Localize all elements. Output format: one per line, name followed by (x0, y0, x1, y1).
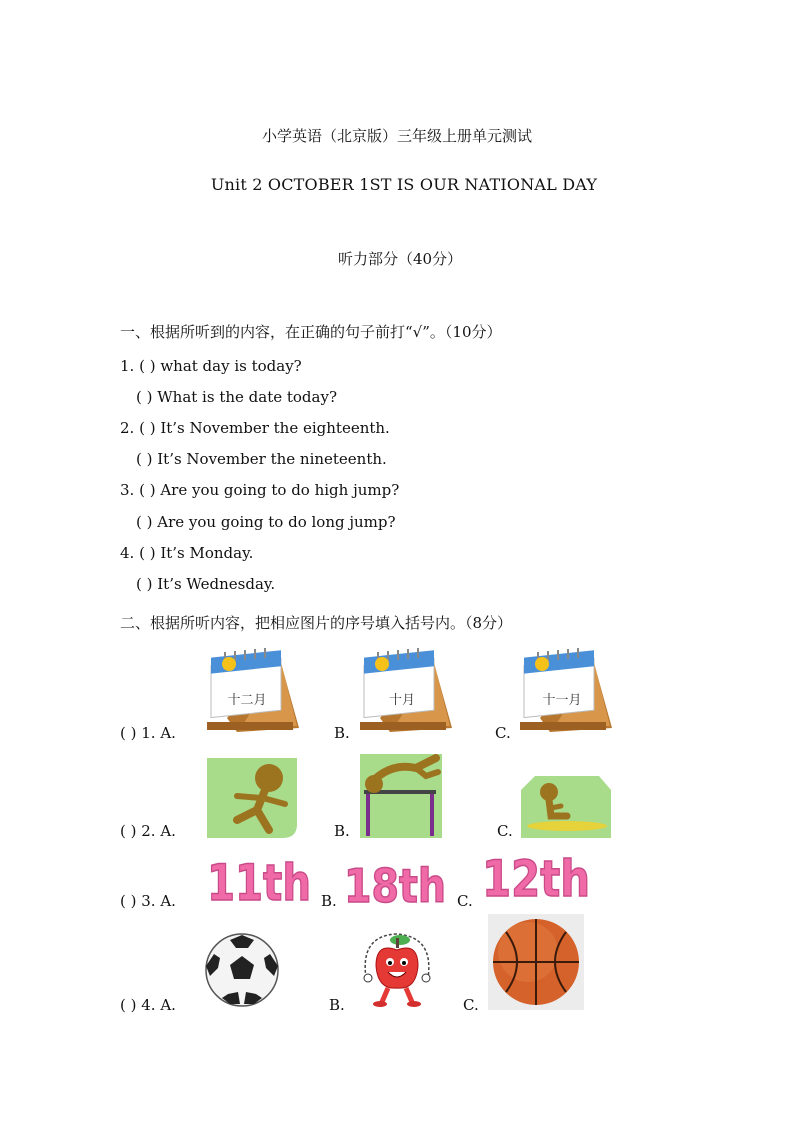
row2-option-c: C. (497, 822, 513, 840)
row4-option-c: C. (463, 996, 479, 1014)
question-line: ( ) It’s November the nineteenth. (136, 450, 387, 468)
date-label: 12th (482, 850, 590, 904)
basketball-icon (488, 914, 584, 1010)
calendar-december-icon (207, 648, 303, 738)
row1-number: ( ) 1. A. (120, 724, 176, 742)
calendar-month-label: 十二月 (227, 693, 267, 708)
question-line: 4. ( ) It’s Monday. (120, 544, 254, 562)
date-11th-graphic (207, 852, 315, 908)
question-line: 3. ( ) Are you going to do high jump? (120, 481, 400, 499)
long-jump-icon (521, 776, 611, 838)
row1-option-c: C. (495, 724, 511, 742)
row2-option-b: B. (334, 822, 350, 840)
calendar-month-label: 十月 (388, 693, 416, 708)
unit-title: Unit 2 OCTOBER 1ST IS OUR NATIONAL DAY (210, 175, 598, 194)
row3-option-b: B. (321, 892, 337, 910)
row4-number: ( ) 4. A. (120, 996, 176, 1014)
running-figure-icon (207, 758, 297, 838)
row2-number: ( ) 2. A. (120, 822, 176, 840)
row3-option-c: C. (457, 892, 473, 910)
section1-heading: 一、根据所听到的内容，在正确的句子前打“√”。（10分） (120, 323, 502, 341)
date-label: 18th (344, 859, 446, 908)
date-18th-graphic (344, 856, 450, 908)
row4-option-b: B. (329, 996, 345, 1014)
soccer-ball-icon (204, 932, 280, 1008)
question-line: ( ) Are you going to do long jump? (136, 513, 396, 531)
question-line: 1. ( ) what day is today? (120, 357, 302, 375)
row1-option-b: B. (334, 724, 350, 742)
date-label: 11th (207, 854, 311, 908)
listening-part-title: 听力部分（40分） (337, 250, 463, 268)
date-12th-graphic (482, 848, 594, 904)
calendar-month-label: 十一月 (542, 693, 582, 708)
calendar-october-icon (360, 648, 456, 738)
question-line: ( ) It’s Wednesday. (136, 575, 276, 593)
apple-jump-rope-icon (356, 928, 438, 1010)
high-jump-icon (360, 754, 442, 838)
question-line: ( ) What is the date today? (136, 388, 337, 406)
question-line: 2. ( ) It’s November the eighteenth. (120, 419, 390, 437)
section2-heading: 二、根据所听内容，把相应图片的序号填入括号内。（8分） (120, 614, 513, 632)
row3-number: ( ) 3. A. (120, 892, 176, 910)
calendar-november-icon (520, 648, 616, 738)
worksheet-title: 小学英语（北京版）三年级上册单元测试 (261, 127, 532, 145)
